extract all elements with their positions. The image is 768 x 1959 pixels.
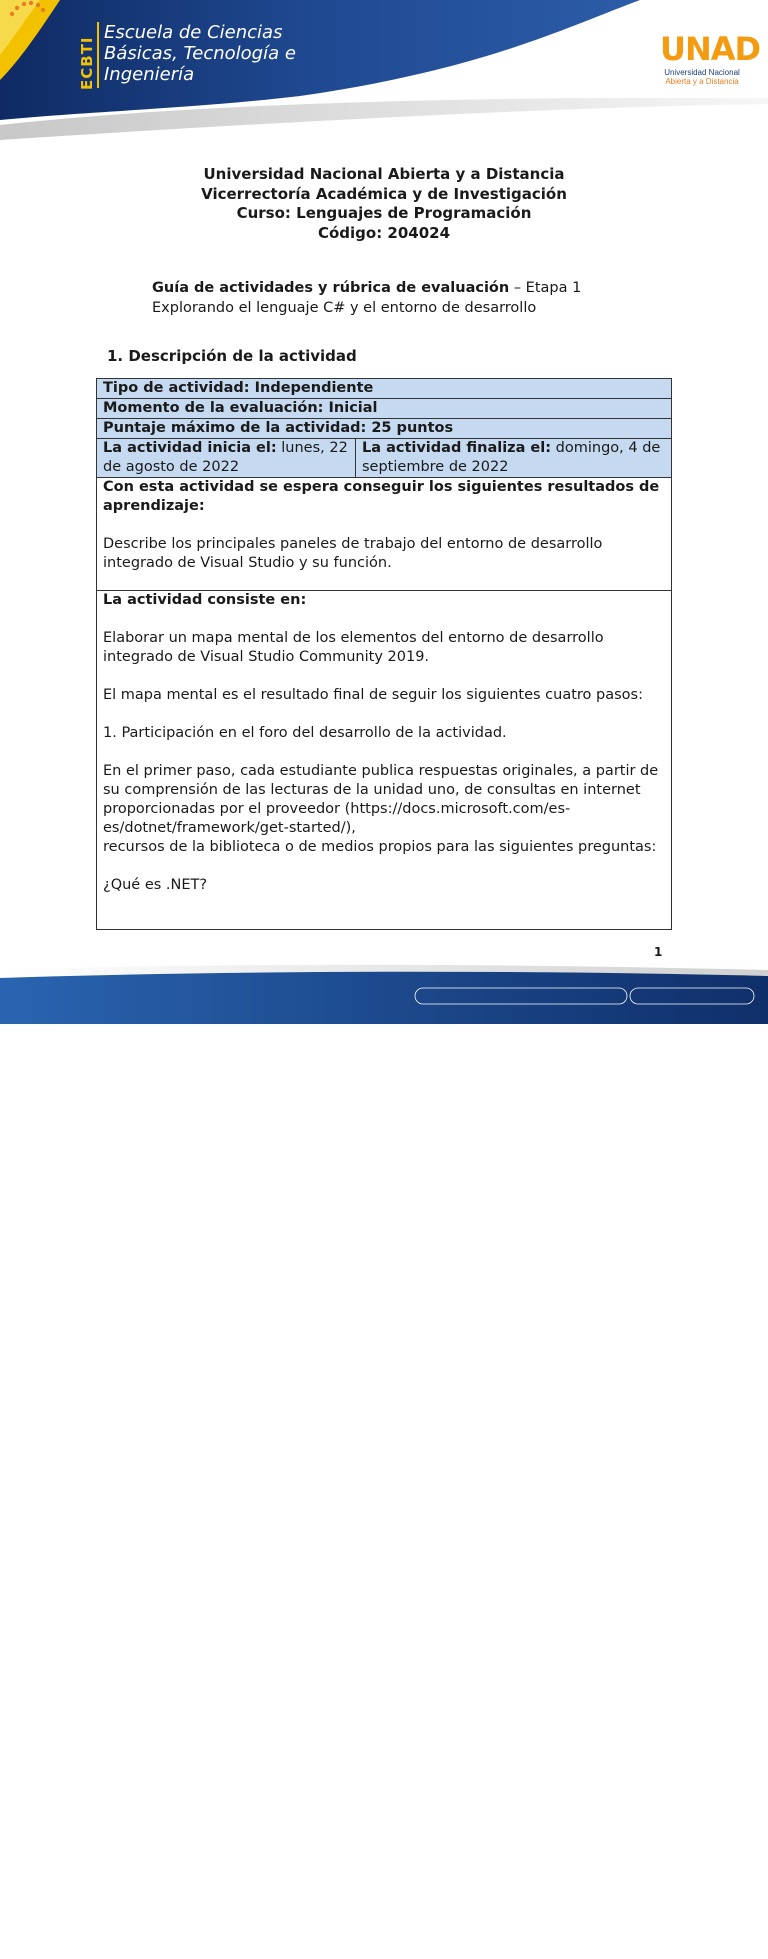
max-score: Puntaje máximo de la actividad: 25 puntos xyxy=(97,419,672,439)
school-name-line: Escuela de Ciencias xyxy=(104,22,283,43)
table-row xyxy=(97,399,672,419)
logo-divider xyxy=(97,22,99,88)
table-row xyxy=(97,478,672,591)
guide-heading xyxy=(152,278,581,318)
activity-description-paragraph: El mapa mental es el resultado final de seguir los siguientes cuatro pasos: xyxy=(103,687,643,703)
unad-logo-icon xyxy=(0,0,90,70)
activity-table xyxy=(96,378,672,930)
unad-logo-text: UNAD xyxy=(660,30,761,68)
end-date-cell xyxy=(356,439,672,478)
section-heading: 1. Descripción de la actividad xyxy=(107,347,357,365)
footer-banner xyxy=(0,960,768,1024)
ecbti-logo-text: ECBTI xyxy=(78,36,96,90)
end-date-value: domingo, 4 de septiembre de 2022 xyxy=(362,440,661,475)
learning-outcomes-text: Describe los principales paneles de trabajo del entorno de desarrollo integrado de Visual Studio y su función. xyxy=(103,536,603,571)
footer-copyright-notice: Prohibida su reproducción y copia sin autorización de la UNAD. xyxy=(420,1952,610,1959)
activity-type: Tipo de actividad: Independiente xyxy=(97,379,672,399)
activity-description-heading: La actividad consiste en: xyxy=(103,592,307,608)
unad-subtitle-line: Abierta y a Distancia xyxy=(665,77,739,86)
activity-description-paragraph: 1. Participación en el foro del desarrollo de la actividad. xyxy=(103,725,507,741)
table-row xyxy=(97,439,672,478)
activity-description-paragraph: En el primer paso, cada estudiante publica respuestas originales, a partir de su comprensión de las lecturas de la unidad uno, de consultas en internet proporcionadas por el proveedor (https://docs.microsoft.com/es-es/dotnet/framework/get-started/), xyxy=(103,763,659,836)
unad-subtitle-line: Universidad Nacional xyxy=(664,68,740,77)
start-date-value: lunes, 22 de agosto de 2022 xyxy=(103,440,348,475)
activity-description-paragraph: Elaborar un mapa mental de los elementos del entorno de desarrollo integrado de Visual Studio Community 2019. xyxy=(103,630,604,665)
title-line: Curso: Lenguajes de Programación xyxy=(236,204,532,222)
guide-stage: – Etapa 1 xyxy=(509,280,582,296)
title-line: Vicerrectoría Académica y de Investigación xyxy=(201,184,567,203)
title-line: Código: 204024 xyxy=(317,223,451,242)
guide-subtitle: Explorando el lenguaje C# y el entorno de desarrollo xyxy=(152,300,537,316)
learning-outcomes-heading: Con esta actividad se espera conseguir los siguientes resultados de aprendizaje: xyxy=(103,479,660,514)
evaluation-moment: Momento de la evaluación: Inicial xyxy=(97,399,672,419)
learning-outcomes-cell xyxy=(97,478,672,591)
footer-rights: UNAD © 2020 derechos reservados. xyxy=(634,1952,744,1959)
table-row xyxy=(97,419,672,439)
activity-description-cell xyxy=(97,591,672,930)
title-line: Universidad Nacional Abierta y a Distancia xyxy=(203,165,565,183)
school-name-line: Básicas, Tecnología e xyxy=(104,43,296,64)
start-date-cell xyxy=(97,439,356,478)
activity-description-paragraph: ¿Qué es .NET? xyxy=(103,877,208,893)
end-date-label: La actividad finaliza el: xyxy=(362,440,552,456)
activity-description-paragraph: recursos de la biblioteca o de medios propios para las siguientes preguntas: xyxy=(103,839,657,855)
unad-logo-subtitle xyxy=(657,68,747,86)
table-row xyxy=(97,591,672,930)
table-row xyxy=(97,379,672,399)
guide-title: Guía de actividades y rúbrica de evaluación xyxy=(152,280,510,296)
start-date-label: La actividad inicia el: xyxy=(103,440,277,456)
document-header xyxy=(0,0,768,150)
document-title xyxy=(0,165,768,243)
school-name-line: Ingeniería xyxy=(104,64,195,85)
document-footer xyxy=(0,960,768,1959)
unad-logo-word xyxy=(660,30,760,68)
school-name xyxy=(104,22,296,85)
page-number: 1 xyxy=(654,945,663,959)
